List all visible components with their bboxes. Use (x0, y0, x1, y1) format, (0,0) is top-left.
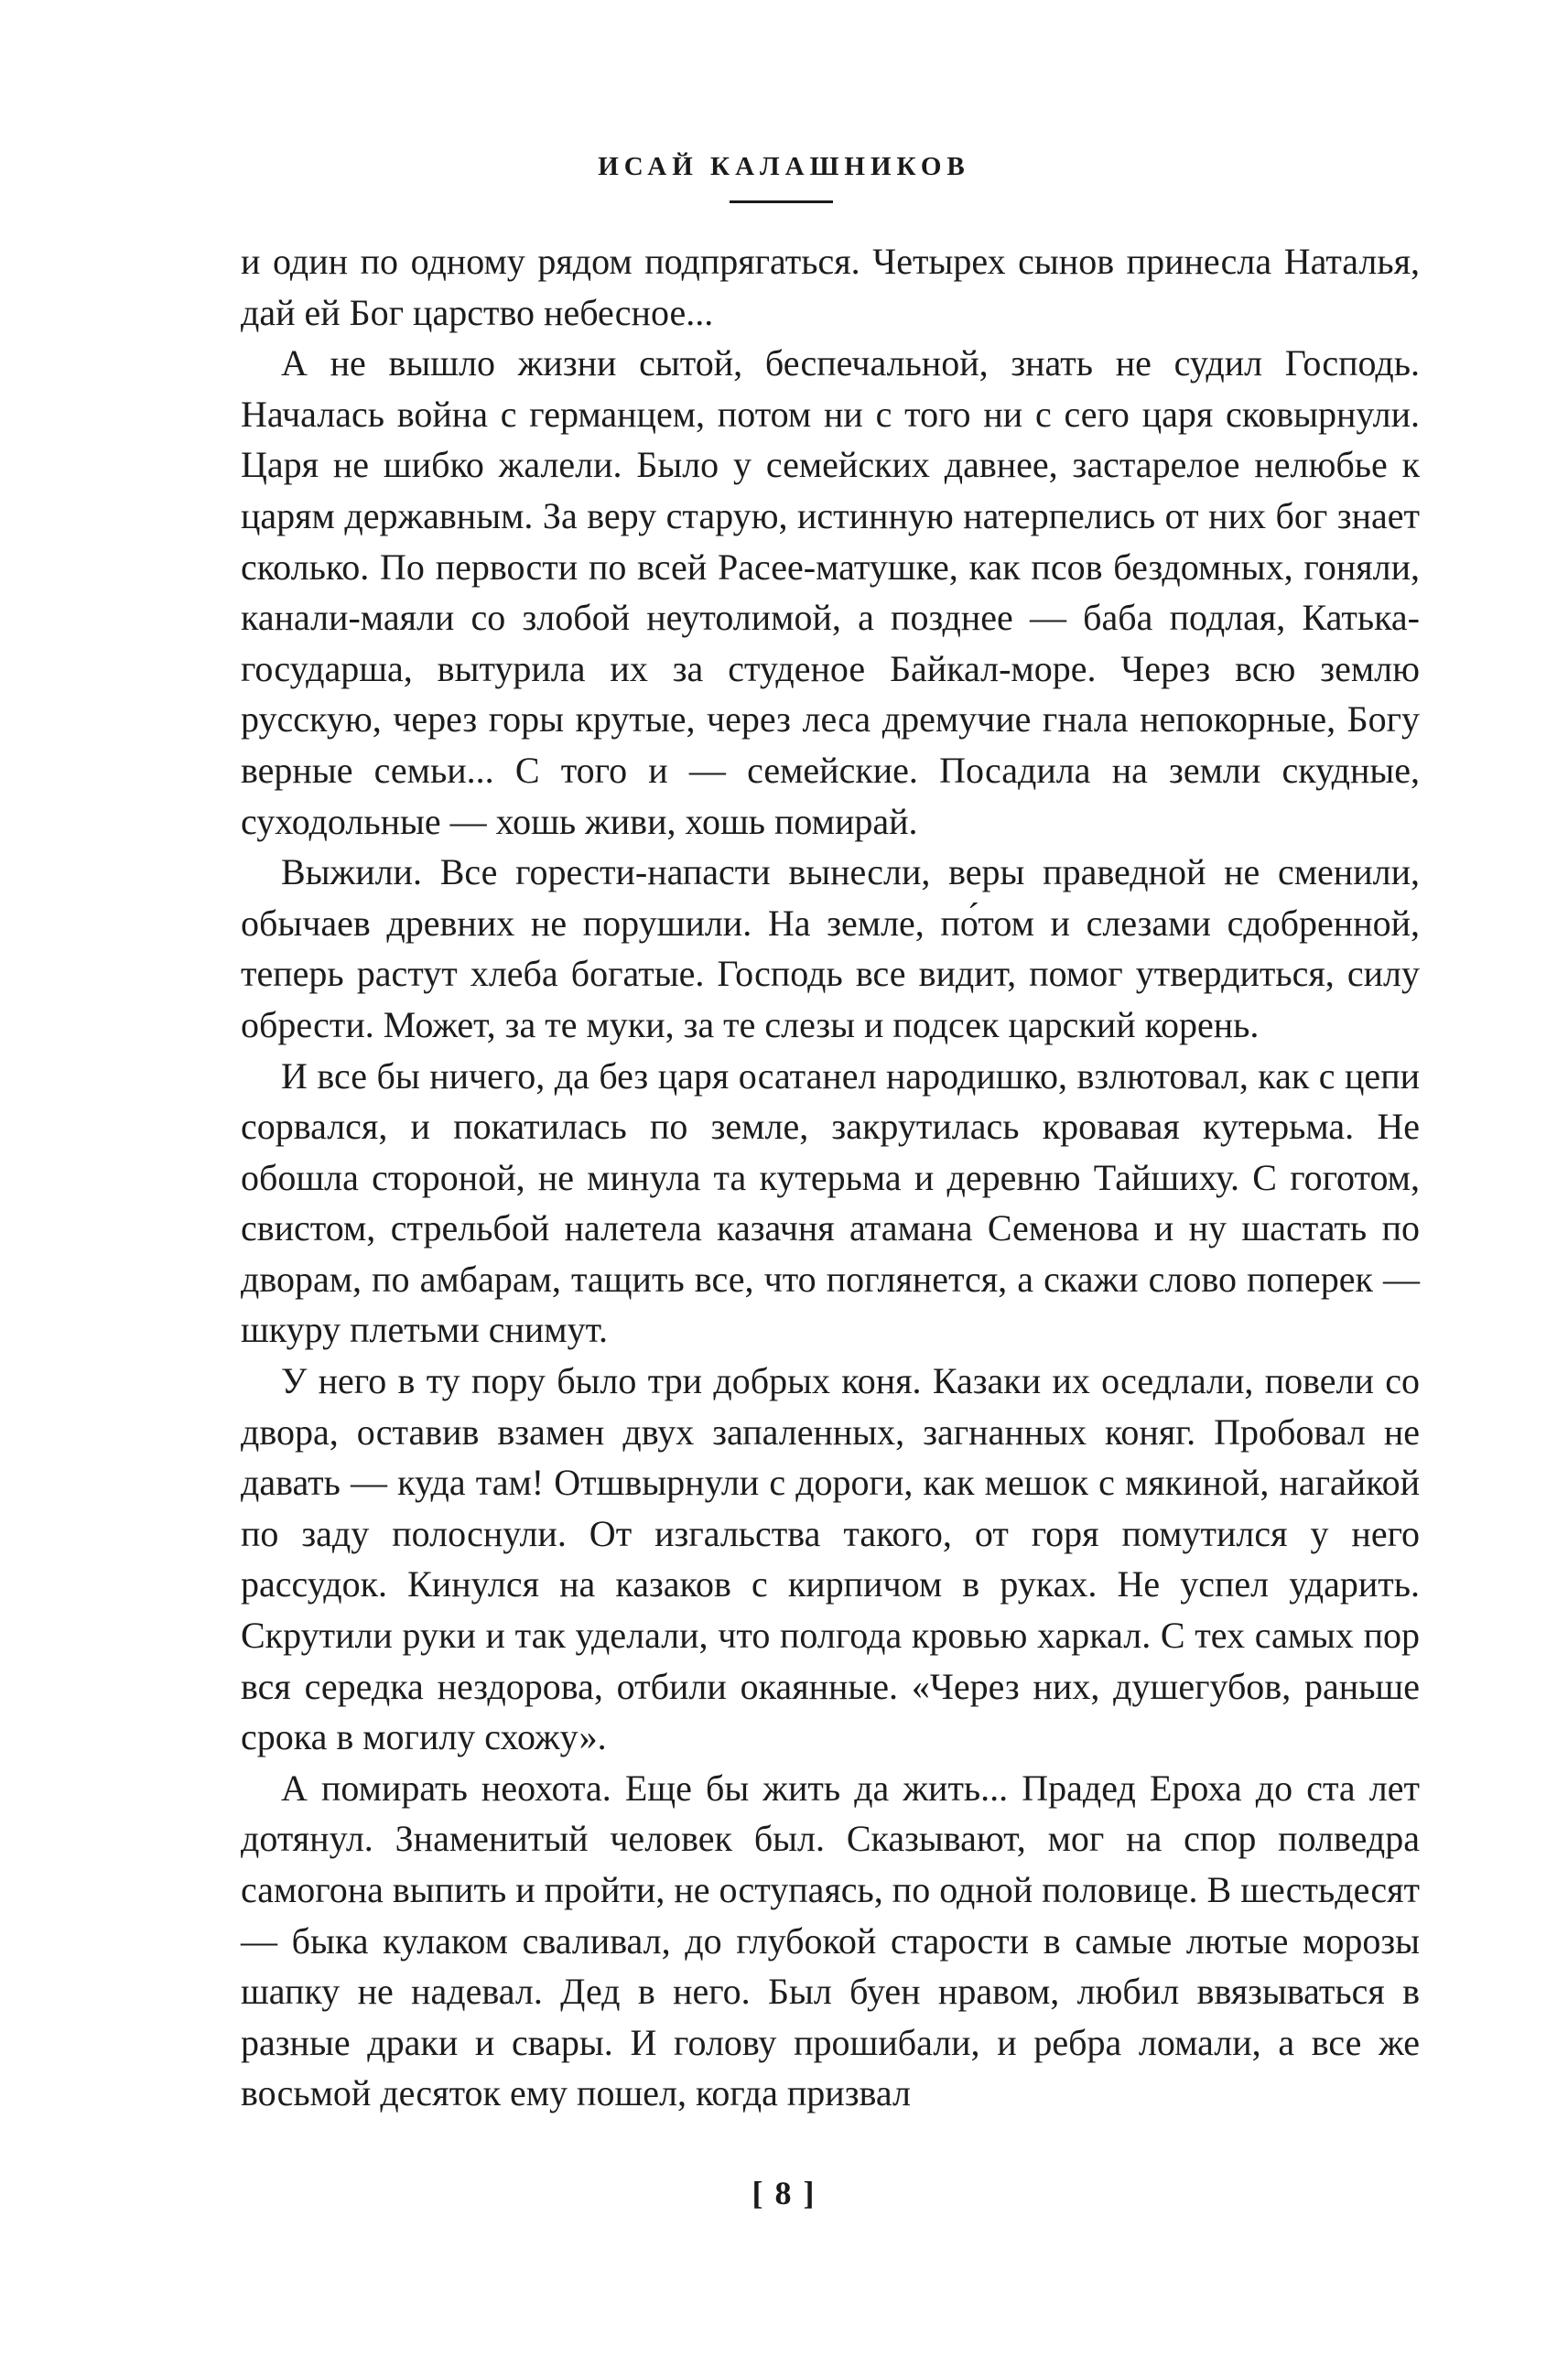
paragraph: А помирать неохота. Еще бы жить да жить... Прадед Ероха до ста лет дотянул. Знаменитый человек был. Сказывают, мог на спор полведра самогона выпить и пройти, не оступаясь, по одной половице. В шестьдесят — быка кулаком сваливал, до глубокой старости в самые лютые морозы шапку не надевал. Дед в него. Был буен нравом, любил ввязываться в разные драки и свары. И голову прошибали, и ребра ломали, а все же восьмой десяток ему пошел, когда призвал (241, 1767, 1420, 2114)
paragraph: И все бы ничего, да без царя осатанел народишко, взлютовал, как с цепи сорвался, и покатилась по земле, закрутилась кровавая кутерьма. Не обошла стороной, не минула та кутерьма и деревню Тайшиху. С гоготом, свистом, стрельбой налетела казачня атамана Семенова и ну шастать по дворам, по амбарам, тащить все, что поглянется, а скажи слово поперек — шкуру плетьми снимут. (241, 1054, 1420, 1351)
body-text (241, 236, 1420, 2119)
running-head-rule (730, 200, 833, 203)
paragraph: А не вышло жизни сытой, беспечальной, знать не судил Господь. Началась война с германцем, потом ни с того ни с сего царя сковырнули. Царя не шибко жалели. Было у семейских давнее, застарелое нелюбье к царям державным. За веру старую, истинную натерпелись от них бог знает сколько. По первости по всей Расее-матушке, как псов бездомных, гоняли, канали-маяли со злобой неутолимой, а позднее — баба подлая, Катька-государша, вытурила их за студеное Байкал-море. Через всю землю русскую, через горы крутые, через леса дремучие гнала непокорные, Богу верные семьи... С того и — семейские. Посадила на земли скудные, суходольные — хошь живи, хошь помирай. (241, 342, 1420, 842)
paragraph: и один по одному рядом подпрягаться. Четырех сынов принесла Наталья, дай ей Бог царство небесное... (241, 241, 1420, 333)
running-head-author: ИСАЙ КАЛАШНИКОВ (598, 152, 970, 181)
paragraph: Выжили. Все горести-напасти вынесли, веры праведной не сменили, обычаев древних не порушили. На земле, по́том и слезами сдобренной, теперь растут хлеба богатые. Господь все видит, помог утвердиться, силу обрести. Может, за те муки, за те слезы и подсек царский корень. (241, 851, 1420, 1045)
paragraph: У него в ту пору было три добрых коня. Казаки их оседлали, повели со двора, оставив взамен двух запаленных, загнанных коняг. Пробовал не давать — куда там! Отшвырнули с дороги, как мешок с мякиной, нагайкой по заду полоснули. От изгальства такого, от горя помутился у него рассудок. Кинулся на казаков с кирпичом в руках. Не успел ударить. Скрутили руки и так уделали, что полгода кровью харкал. С тех самых пор вся середка нездорова, отбили окаянные. «Через них, душегубов, раньше срока в могилу схожу». (241, 1360, 1420, 1758)
page-number: [ 8 ] (752, 2175, 816, 2211)
